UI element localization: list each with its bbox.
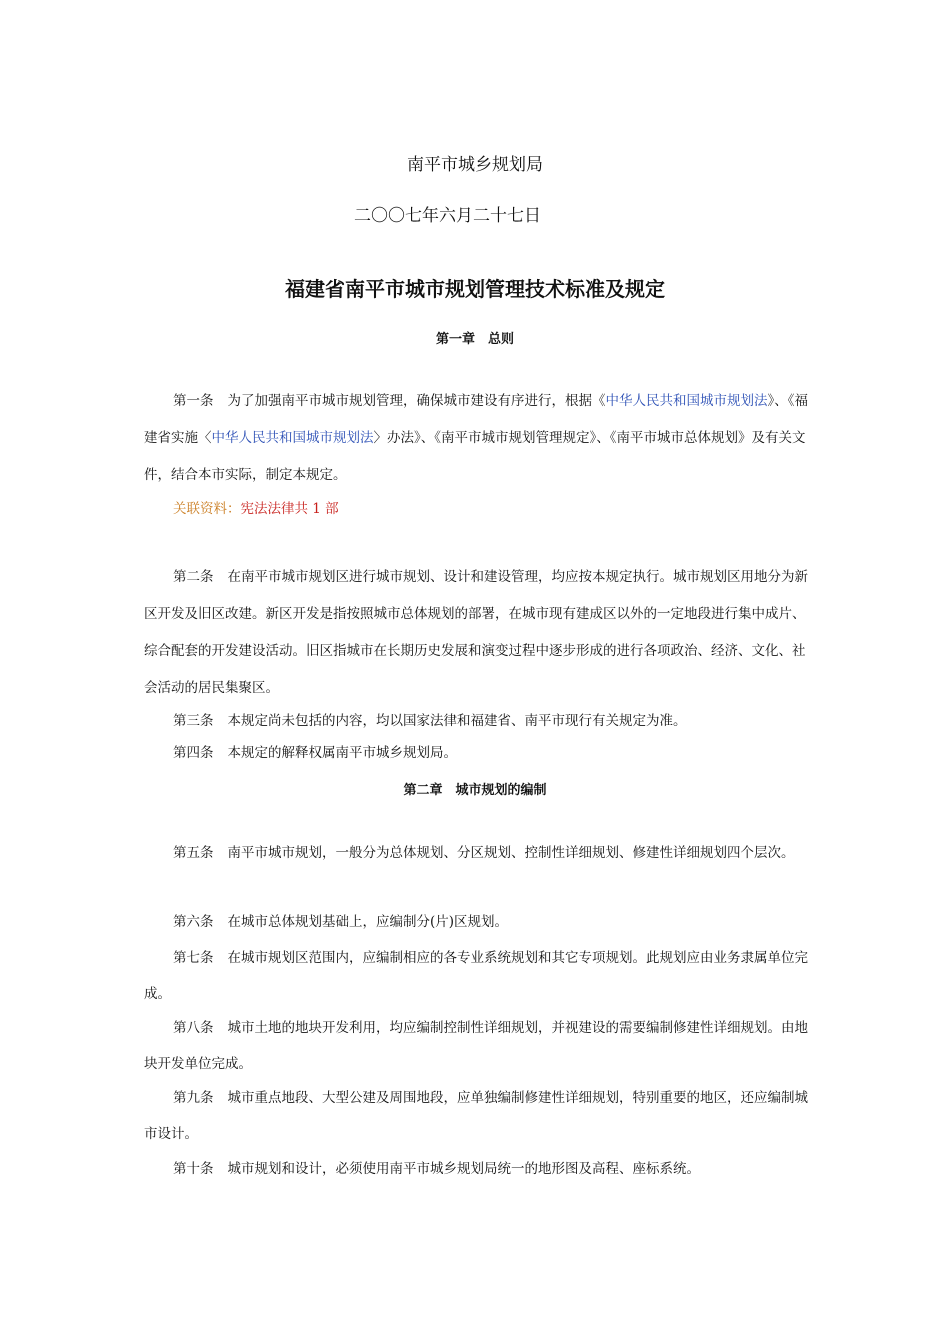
article-2: [144, 559, 816, 707]
article-number: 第八条: [173, 1020, 214, 1036]
article-9: [144, 1080, 816, 1152]
article-number: 第十条: [173, 1161, 214, 1177]
article-text: 在城市总体规划基础上，应编制分(片)区规划。: [227, 914, 509, 930]
article-text: 在城市规划区范围内，应编制相应的各专业系统规划和其它专项规划。此规划应由业务隶属单位完成。: [144, 950, 808, 1002]
article-6: [144, 906, 816, 938]
article-text: 南平市城市规划，一般分为总体规划、分区规划、控制性详细规划、修建性详细规划四个层次。: [227, 845, 795, 861]
article-number: 第六条: [173, 914, 214, 930]
article-number: 第九条: [173, 1090, 214, 1106]
law-link-1[interactable]: 中华人民共和国城市规划法: [605, 393, 768, 409]
article-4: [144, 737, 816, 769]
article-8: [144, 1010, 816, 1082]
article-number: 第三条: [173, 713, 214, 729]
chapter-heading-1: 第一章 总则: [435, 332, 514, 347]
related-materials: [173, 497, 339, 521]
issue-date: 二〇〇七年六月二十七日: [354, 206, 541, 226]
article-text: 为了加强南平市城市规划管理，确保城市建设有序进行，根据《: [227, 393, 606, 409]
article-1: [144, 383, 816, 494]
article-text: 城市重点地段、大型公建及周围地段，应单独编制修建性详细规划，特别重要的地区，还应编制城市设计。: [144, 1090, 808, 1142]
related-link[interactable]: 宪法法律共 1 部: [240, 501, 339, 517]
article-10: [144, 1153, 816, 1185]
article-7: [144, 940, 816, 1012]
article-number: 第二条: [173, 569, 214, 585]
article-text: 〉办法》、《南平市城市规划管理规定》、《南平市城市总体规划》及有关文件，结合本市实际，制定本规定。: [144, 430, 806, 483]
document-title: 福建省南平市城市规划管理技术标准及规定: [285, 277, 665, 301]
article-number: 第一条: [173, 393, 214, 409]
article-text: 》、《福建省实施〈: [144, 393, 808, 446]
issuer-name: 南平市城乡规划局: [407, 155, 543, 175]
article-text: 本规定尚未包括的内容，均以国家法律和福建省、南平市现行有关规定为准。: [227, 713, 687, 729]
article-number: 第七条: [173, 950, 214, 966]
article-text: 在南平市城市规划区进行城市规划、设计和建设管理，均应按本规定执行。城市规划区用地分为新区开发及旧区改建。新区开发是指按照城市总体规划的部署，在城市现有建成区以外的一定地段进行集中成片、综合配套的开发建设活动。旧区指城市在长期历史发展和演变过程中逐步形成的进行各项政治、经济、文化、社会活动的居民集聚区。: [144, 569, 808, 696]
article-number: 第四条: [173, 745, 214, 761]
law-link-2[interactable]: 中华人民共和国城市规划法: [211, 430, 374, 446]
article-5: [144, 836, 816, 871]
article-text: 城市规划和设计，必须使用南平市城乡规划局统一的地形图及高程、座标系统。: [227, 1161, 700, 1177]
article-number: 第五条: [173, 845, 214, 861]
article-3: [144, 705, 816, 737]
chapter-heading-2: 第二章 城市规划的编制: [403, 783, 547, 798]
article-text: 城市土地的地块开发利用，均应编制控制性详细规划，并视建设的需要编制修建性详细规划。由地块开发单位完成。: [144, 1020, 808, 1072]
article-text: 本规定的解释权属南平市城乡规划局。: [227, 745, 457, 761]
related-label: 关联资料：: [173, 501, 241, 517]
